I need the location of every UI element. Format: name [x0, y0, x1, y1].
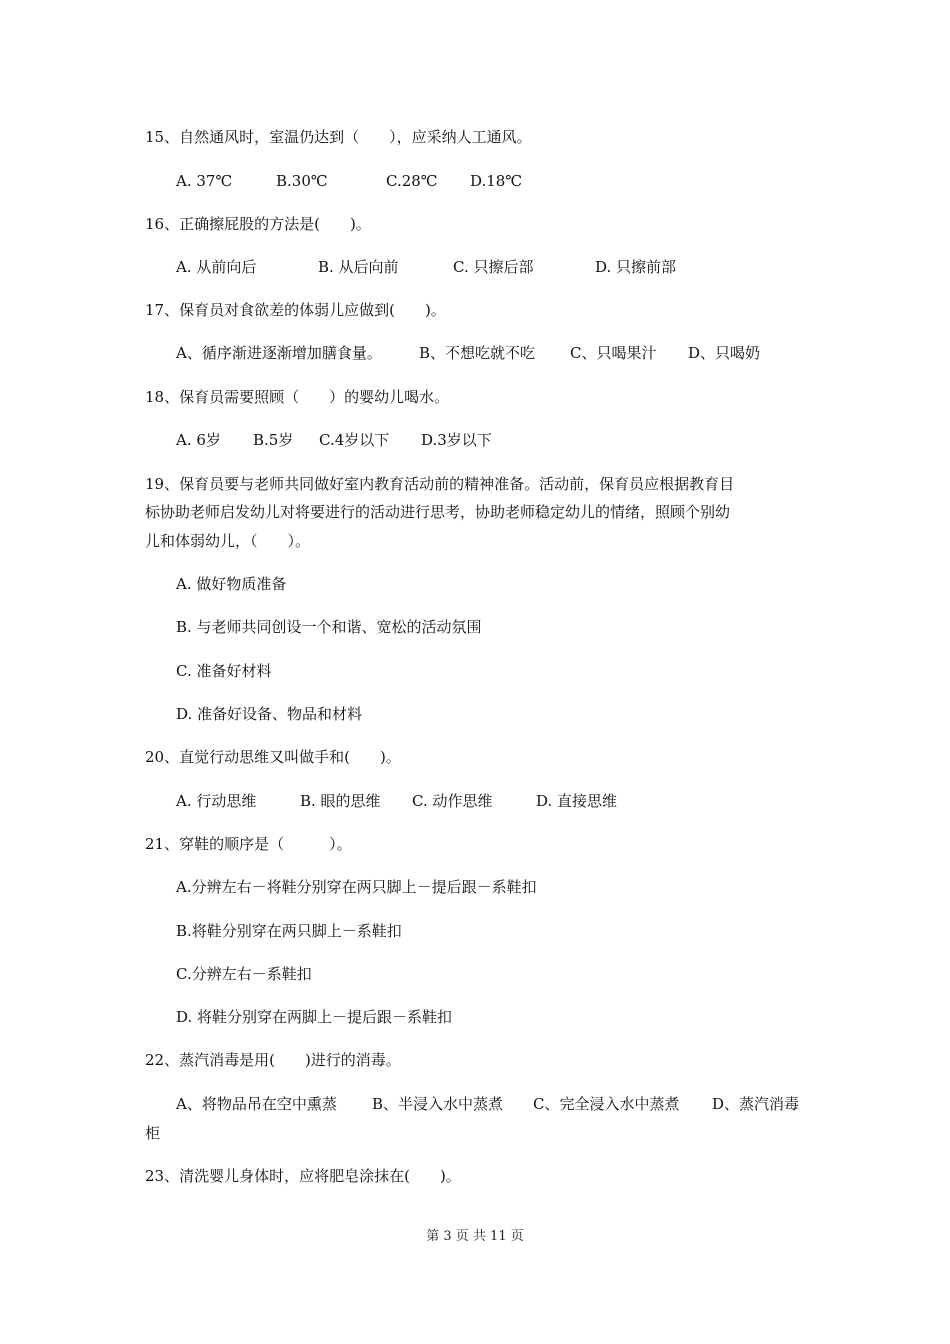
- q17-option-c: C、只喝果汁: [570, 344, 657, 362]
- q20-option-c: C. 动作思维: [412, 792, 493, 810]
- q17-option-b: B、不想吃就不吃: [419, 344, 536, 362]
- question-23-stem: 23、清洗婴儿身体时，应将肥皂涂抹在( )。: [145, 1167, 461, 1185]
- question-19-stem-line-3: 儿和体弱幼儿，（ ）。: [145, 532, 311, 550]
- question-17-stem: 17、保育员对食欲差的体弱儿应做到( )。: [145, 301, 446, 319]
- q19-option-d: D. 准备好设备、物品和材料: [176, 705, 363, 723]
- question-16-stem: 16、正确擦屁股的方法是( )。: [145, 215, 371, 233]
- question-22-stem: 22、蒸汽消毒是用( )进行的消毒。: [145, 1051, 401, 1069]
- q15-option-b: B.30℃: [276, 172, 328, 190]
- question-21-stem: 21、穿鞋的顺序是（ ）。: [145, 835, 352, 853]
- q20-option-b: B. 眼的思维: [300, 792, 381, 810]
- q16-option-c: C. 只擦后部: [453, 258, 534, 276]
- q18-option-c: C.4岁以下: [319, 431, 390, 449]
- q22-option-d-continuation: 柜: [145, 1124, 161, 1142]
- q21-option-d: D. 将鞋分别穿在两脚上－提后跟－系鞋扣: [176, 1008, 453, 1026]
- question-18-stem: 18、保育员需要照顾（ ）的婴幼儿喝水。: [145, 388, 450, 406]
- q15-option-d: D.18℃: [470, 172, 523, 190]
- q20-option-d: D. 直接思维: [536, 792, 618, 810]
- page-footer: 第 3 页 共 11 页: [426, 1229, 524, 1244]
- q15-option-a: A. 37℃: [176, 172, 233, 190]
- question-20-stem: 20、直觉行动思维又叫做手和( )。: [145, 748, 401, 766]
- q20-option-a: A. 行动思维: [176, 792, 257, 810]
- q22-option-d: D、蒸汽消毒: [712, 1095, 800, 1113]
- q19-option-c: C. 准备好材料: [176, 662, 272, 680]
- q16-option-a: A. 从前向后: [176, 258, 257, 276]
- question-19-stem-line-1: 19、保育员要与老师共同做好室内教育活动前的精神准备。活动前，保育员应根据教育目: [145, 475, 735, 493]
- question-15-stem: 15、自然通风时，室温仍达到（ ），应采纳人工通风。: [145, 128, 532, 146]
- q16-option-d: D. 只擦前部: [595, 258, 677, 276]
- q21-option-c: C.分辨左右－系鞋扣: [176, 965, 312, 983]
- q17-option-d: D、只喝奶: [688, 344, 761, 362]
- q19-option-b: B. 与老师共同创设一个和谐、宽松的活动氛围: [176, 618, 482, 636]
- q21-option-a: A.分辨左右－将鞋分别穿在两只脚上－提后跟－系鞋扣: [176, 878, 537, 896]
- q22-option-c: C、完全浸入水中蒸煮: [533, 1095, 680, 1113]
- q22-option-b: B、半浸入水中蒸煮: [372, 1095, 504, 1113]
- q19-option-a: A. 做好物质准备: [176, 575, 287, 593]
- q21-option-b: B.将鞋分别穿在两只脚上－系鞋扣: [176, 922, 402, 940]
- q18-option-b: B.5岁: [253, 431, 294, 449]
- q22-option-a: A、将物品吊在空中熏蒸: [176, 1095, 337, 1113]
- question-19-stem-line-2: 标协助老师启发幼儿对将要进行的活动进行思考，协助老师稳定幼儿的情绪，照顾个别幼: [145, 503, 731, 521]
- q18-option-d: D.3岁以下: [421, 431, 492, 449]
- q15-option-c: C.28℃: [386, 172, 438, 190]
- q18-option-a: A. 6岁: [176, 431, 221, 449]
- q16-option-b: B. 从后向前: [318, 258, 399, 276]
- q17-option-a: A、循序渐进逐渐增加膳食量。: [176, 344, 382, 362]
